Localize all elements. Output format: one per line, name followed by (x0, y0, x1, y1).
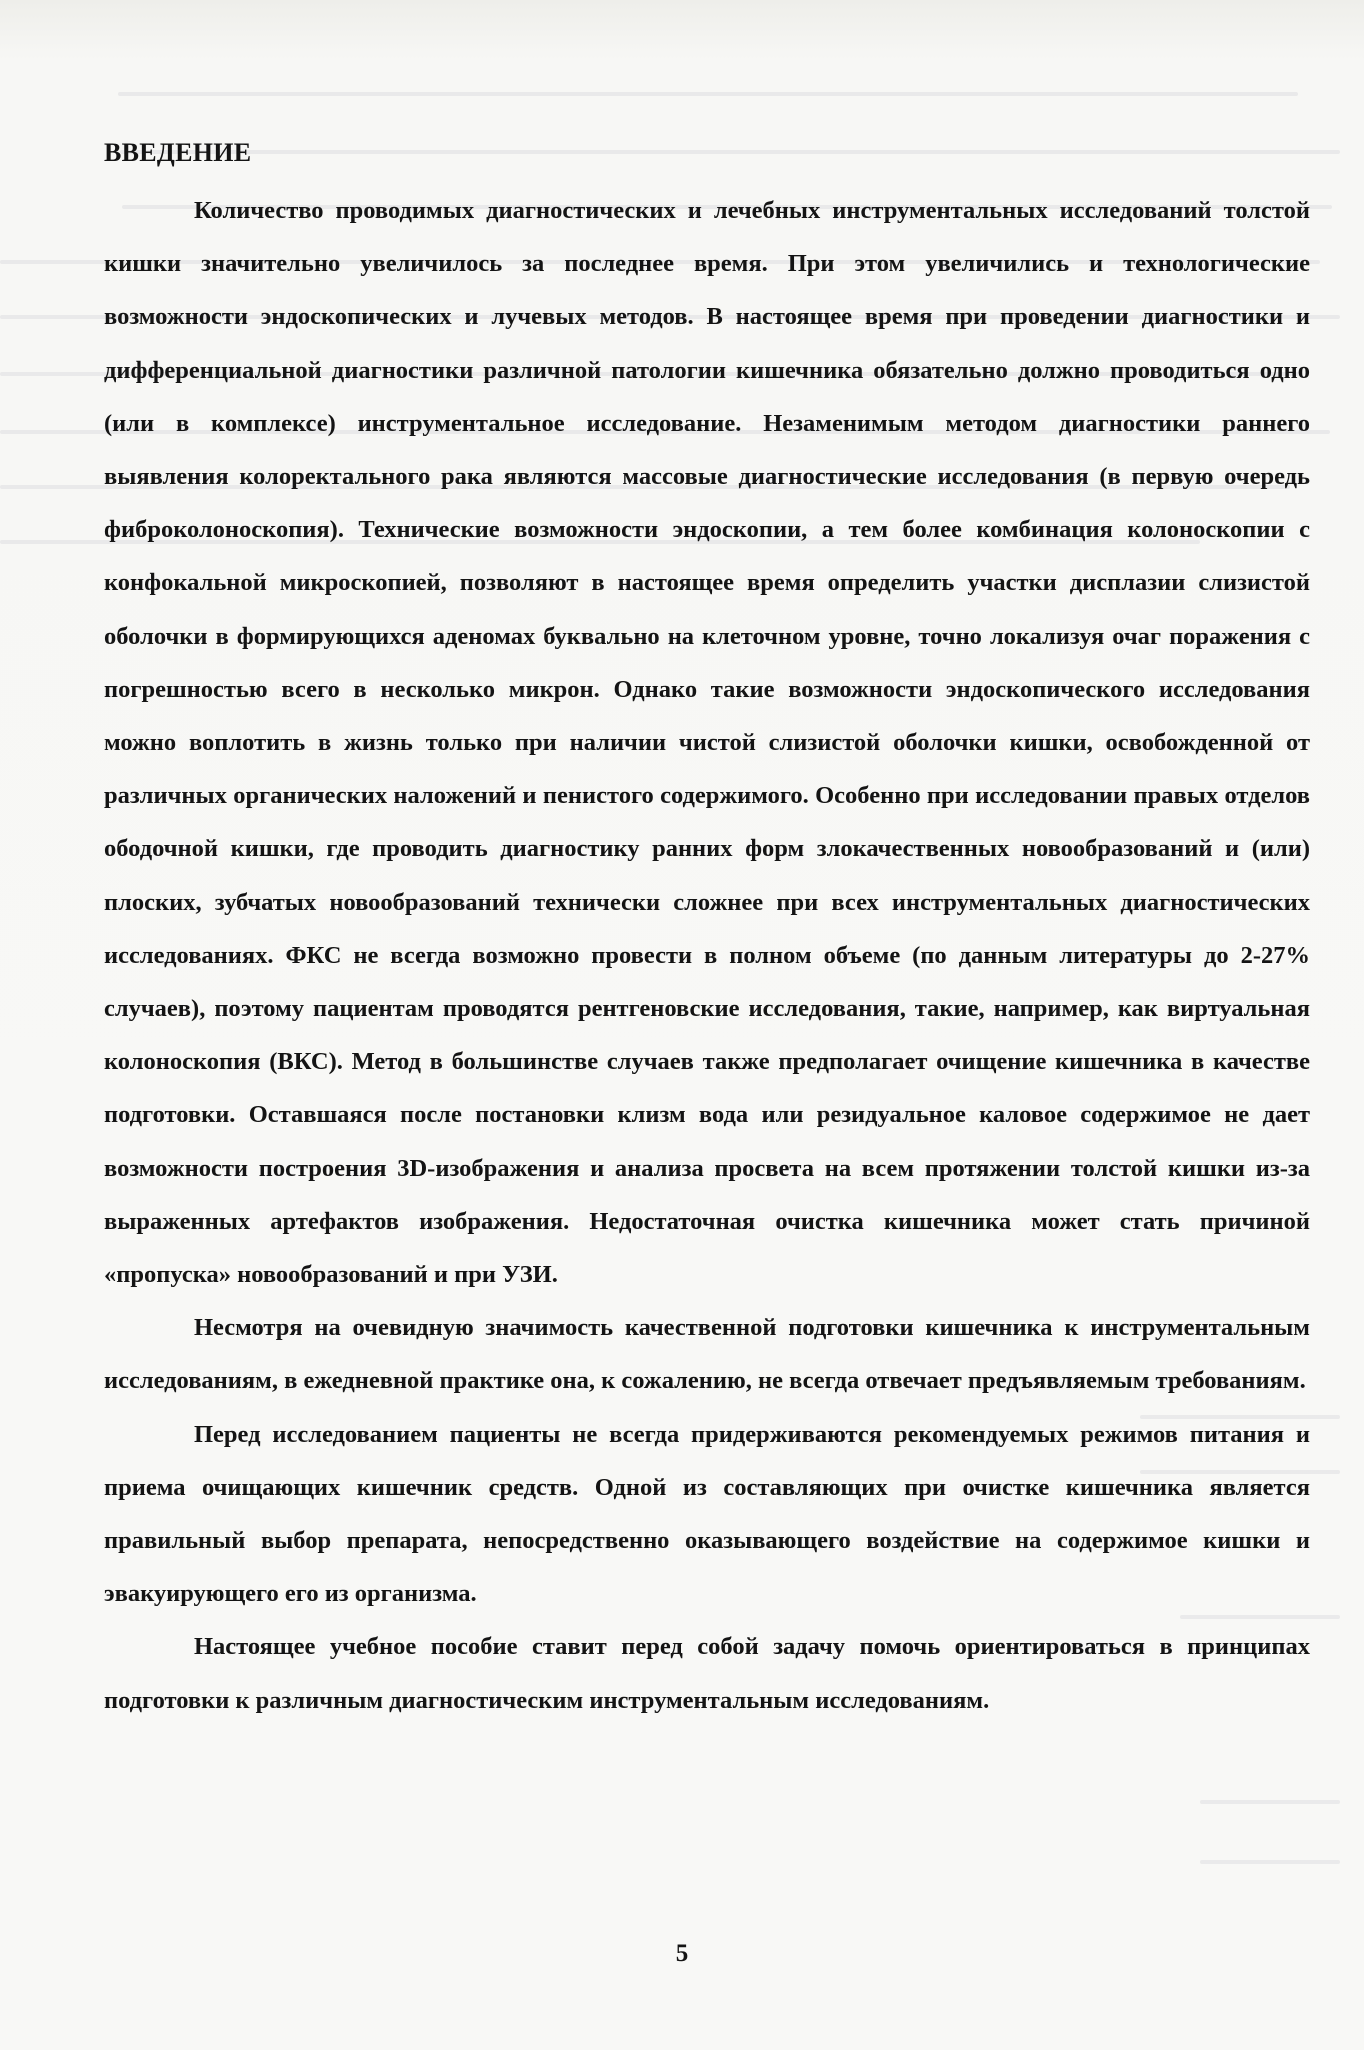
paragraph-3: Перед исследованием пациенты не всегда придерживаются рекомендуемых режимов питания и приема очищающих кишечник средств. Одной из составляющих при очистке кишечника является правильный выбор препарата, непосредственно оказывающего воздействие на содержимое кишки и эвакуирующего его из организма. (104, 1420, 1310, 1608)
paragraph-4: Настоящее учебное пособие ставит перед собой задачу помочь ориентироваться в принципах подготовки к различным диагностическим инструментальным исследованиям. (104, 1633, 1310, 1714)
paragraph-1: Количество проводимых диагностических и лечебных инструментальных исследований толстой кишки значительно увеличилось за последнее время. При этом увеличились и технологические возможности эндоскопических и лучевых методов. В настоящее время при проведении диагностики и дифференциальной диагностики различной патологии кишечника обязательно должно проводиться одно (или в комплексе) инструментальное исследование. Незаменимым методом диагностики раннего выявления колоректального рака являются массовые диагностические исследования (в первую очередь фиброколоноскопия). Технические возможности эндоскопии, а тем более комбинация колоноскопии с конфокальной микроскопией, позволяют в настоящее время определить участки дисплазии слизистой оболочки в формирующихся аденомах буквально на клеточном уровне, точно локализуя очаг поражения с погрешностью всего в несколько микрон. Однако такие возможности эндоскопического исследования можно воплотить в жизнь только при наличии чистой слизистой оболочки кишки, освобожденной от различных органических наложений и пенистого содержимого. Особенно при исследовании правых отделов ободочной кишки, где проводить диагностику ранних форм злокачественных новообразований и (или) плоских, зубчатых новообразований технически сложнее при всех инструментальных диагностических исследованиях. ФКС не всегда возможно провести в полном объеме (по данным литературы до 2-27% случаев), поэтому пациентам проводятся рентгеновские исследования, такие, например, как виртуальная колоноскопия (ВКС). Метод в большинстве случаев также предполагает очищение кишечника в качестве подготовки. Оставшаяся после постановки клизм вода или резидуальное каловое содержимое не дает возможности построения 3D-изображения и анализа просвета на всем протяжении толстой кишки из-за выраженных артефактов изображения. Недостаточная очистка кишечника может стать причиной «пропуска» новообразований и при УЗИ. (104, 197, 1310, 1289)
paragraph-2: Несмотря на очевидную значимость качественной подготовки кишечника к инструментальным исследованиям, в ежедневной практике она, к сожалению, не всегда отвечает предъявляемым требованиям. (104, 1314, 1310, 1395)
document-body (104, 138, 1310, 1727)
section-heading: ВВЕДЕНИЕ (104, 138, 252, 167)
page-number: 5 (675, 1940, 689, 1967)
